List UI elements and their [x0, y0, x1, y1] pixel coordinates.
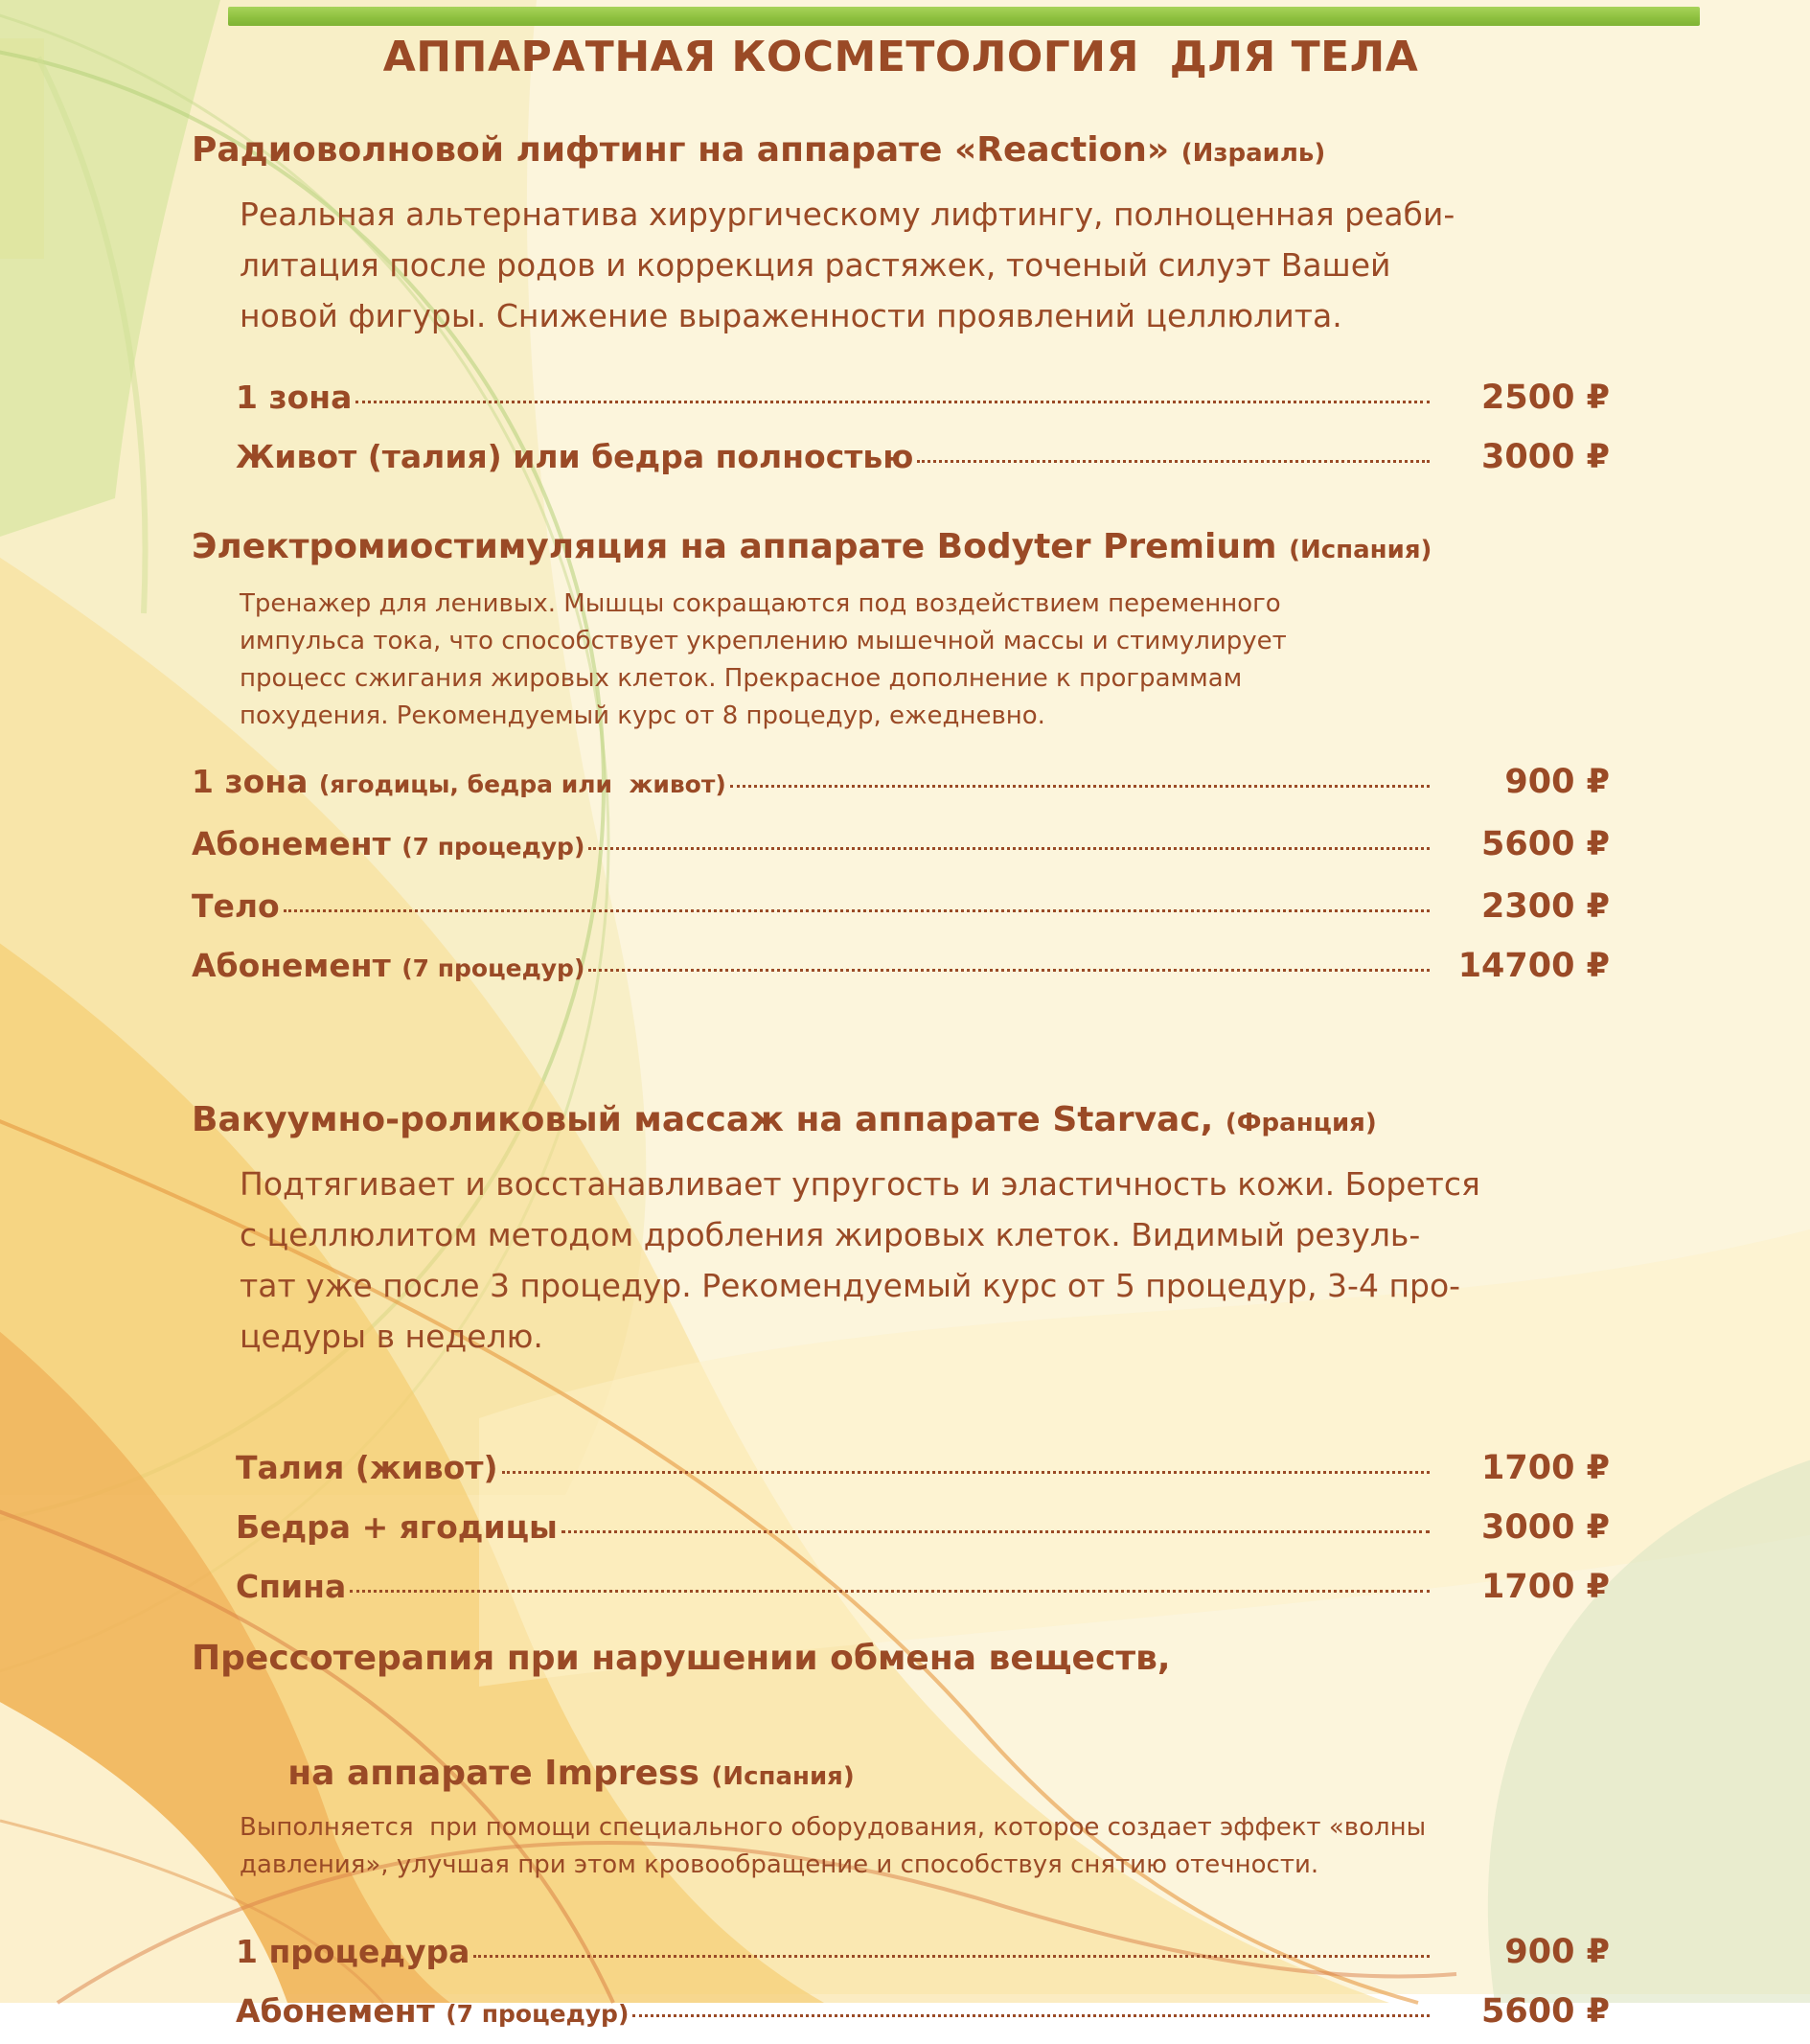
section-heading-text: Электромиостимуляция на аппарате Bodyter Premium	[192, 527, 1277, 566]
price-row	[192, 877, 1610, 936]
price-row-note: (7 процедур)	[401, 833, 585, 861]
section-description	[240, 586, 1610, 735]
price-value: 14700 ₽	[1457, 947, 1610, 985]
description-line: импульса тока, что способствует укреплению мышечной массы и стимулирует	[240, 627, 1287, 655]
description-line: с целлюлитом методом дробления жировых клеток. Видимый резуль-	[240, 1216, 1421, 1253]
dots-leader	[917, 460, 1430, 463]
section-description	[240, 1159, 1610, 1362]
dots-leader	[350, 1590, 1430, 1593]
description-line: давления», улучшая при этом кровообращение и способствуя снятию отечности.	[240, 1850, 1319, 1879]
section-heading	[192, 128, 1610, 175]
price-row-label: Бедра + ягодицы	[236, 1508, 558, 1546]
price-value: 1700 ₽	[1481, 1568, 1610, 1606]
price-value: 3000 ₽	[1481, 1508, 1610, 1547]
price-value: 5600 ₽	[1481, 1992, 1610, 2031]
description-line: Подтягивает и восстанавливает упругость и эластичность кожи. Борется	[240, 1165, 1480, 1203]
price-row	[236, 427, 1610, 487]
price-rows	[236, 368, 1610, 487]
dots-leader	[502, 1471, 1430, 1474]
price-rows	[192, 752, 1610, 999]
dots-leader	[355, 401, 1430, 403]
section-description	[240, 189, 1610, 341]
price-row	[236, 1982, 1610, 2044]
price-value: 1700 ₽	[1481, 1449, 1610, 1487]
price-row	[236, 1557, 1610, 1617]
price-row-label: 1 зона	[236, 379, 353, 416]
section-pressotherapy	[192, 1630, 1610, 2044]
description-line: Реальная альтернатива хирургическому лифтингу, полноценная реаби-	[240, 195, 1455, 233]
section-heading-text: Прессотерапия при нарушении обмена веществ,	[192, 1639, 1171, 1678]
price-row	[192, 752, 1610, 815]
price-row-label: Спина	[236, 1568, 347, 1605]
description-line: Тренажер для ленивых. Мышцы сокращаются под воздействием переменного	[240, 589, 1281, 618]
section-vacuum-massage	[192, 1098, 1610, 1617]
price-row	[236, 368, 1610, 427]
section-radio-lifting	[192, 128, 1610, 487]
price-value: 2500 ₽	[1481, 379, 1610, 417]
price-row-label: Абонемент (7 процедур)	[192, 947, 585, 984]
price-row	[236, 1498, 1610, 1557]
section-heading-text: Радиоволновой лифтинг на аппарате «Reaction»	[192, 130, 1170, 170]
section-electrostimulation	[192, 525, 1610, 999]
page-title: АППАРАТНАЯ КОСМЕТОЛОГИЯ ДЛЯ ТЕЛА	[382, 33, 1419, 81]
section-heading	[192, 525, 1610, 572]
dots-leader	[632, 2014, 1430, 2017]
dots-leader	[588, 969, 1430, 972]
price-row-label: 1 зона (ягодицы, бедра или живот)	[192, 763, 726, 800]
section-heading	[192, 1098, 1610, 1145]
description-line: похудения. Рекомендуемый курс от 8 процедур, ежедневно.	[240, 701, 1045, 730]
price-value: 900 ₽	[1504, 1933, 1610, 1971]
section-heading-text-line2: на аппарате Impress	[287, 1754, 699, 1793]
price-value: 2300 ₽	[1481, 887, 1610, 926]
description-line: тат уже после 3 процедур. Рекомендуемый курс от 5 процедур, 3-4 про-	[240, 1267, 1461, 1304]
dots-leader	[561, 1530, 1430, 1533]
price-rows	[236, 1922, 1610, 2044]
description-line: литация после родов и коррекция растяжек, точеный силуэт Вашей	[240, 246, 1391, 284]
price-row	[192, 815, 1610, 877]
dots-leader	[473, 1955, 1430, 1958]
dots-leader	[730, 785, 1430, 788]
section-origin: (Франция)	[1225, 1109, 1377, 1137]
section-description	[240, 1809, 1610, 1884]
price-row-note: (7 процедур)	[446, 2000, 630, 2028]
price-row	[236, 1922, 1610, 1982]
description-line: цедуры в неделю.	[240, 1318, 543, 1355]
price-row-label: Талия (живот)	[236, 1449, 498, 1486]
section-origin: (Испания)	[1289, 536, 1432, 564]
section-heading	[192, 1630, 1610, 1805]
section-heading-text: Вакуумно-роликовый массаж на аппарате Starvac,	[192, 1100, 1214, 1139]
price-row-label: Абонемент (7 процедур)	[236, 1992, 630, 2030]
price-row	[192, 936, 1610, 999]
price-row-label: Абонемент (7 процедур)	[192, 825, 585, 862]
price-row	[236, 1438, 1610, 1498]
dots-leader	[588, 847, 1430, 850]
price-value: 900 ₽	[1504, 763, 1610, 801]
description-line: процесс сжигания жировых клеток. Прекрасное дополнение к программам	[240, 664, 1243, 693]
price-row-label: Тело	[192, 887, 280, 925]
section-origin: (Израиль)	[1180, 139, 1326, 168]
price-row-note: (7 процедур)	[401, 954, 585, 982]
description-line: новой фигуры. Снижение выраженности проявлений целлюлита.	[240, 297, 1342, 334]
description-line: Выполняется при помощи специального оборудования, которое создает эффект «волны	[240, 1813, 1427, 1842]
price-value: 5600 ₽	[1481, 825, 1610, 863]
dots-leader	[284, 909, 1430, 912]
price-row-note: (ягодицы, бедра или живот)	[318, 770, 726, 798]
section-origin: (Испания)	[711, 1762, 855, 1791]
price-row-label: 1 процедура	[236, 1933, 470, 1970]
price-rows	[236, 1438, 1610, 1617]
price-row-label: Живот (талия) или бедра полностью	[236, 438, 914, 475]
price-value: 3000 ₽	[1481, 438, 1610, 476]
